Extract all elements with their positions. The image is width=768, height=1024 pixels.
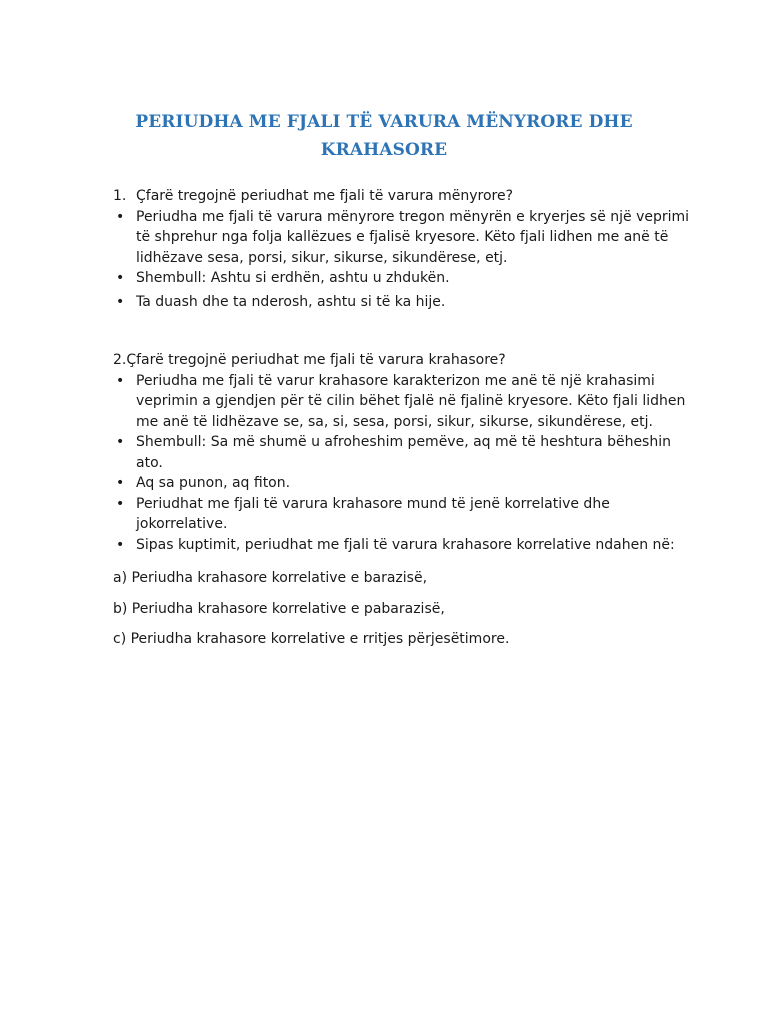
section1-question	[113, 186, 693, 207]
section1-question-text: Çfarë tregojnë periudhat me fjali të varura mënyrore?	[136, 188, 513, 204]
section2-bullet-list	[113, 371, 693, 556]
document-title	[60, 108, 708, 164]
title-line-1: PERIUDHA ME FJALI TË VARURA MËNYRORE DHE	[135, 112, 633, 132]
title-line-2: KRAHASORE	[320, 140, 448, 160]
list-item: • Periudha me fjali të varur krahasore karakterizon me anë të një krahasimi veprimin a gjendjen për të cilin bëhet fjalë në fjalinë kryesore. Këto fjali lidhen me anë të lidhëzave se, sa, si, sesa, porsi, sikur, sikurse, sikundërese, etj.	[113, 371, 693, 433]
section2-question: 2.Çfarë tregojnë periudhat me fjali të varura krahasore?	[113, 352, 506, 368]
list-item: • Periudha me fjali të varura mënyrore tregon mënyrën e kryerjes së një veprimi të shprehur nga folja kallëzues e fjalisë kryesore. Këto fjali lidhen me anë të lidhëzave sesa, porsi, sikur, sikurse, sikundërese, etj.	[113, 207, 693, 269]
subitem-b: b) Periudha krahasore korrelative e pabarazisë,	[113, 600, 445, 617]
list-item: • Ta duash dhe ta nderosh, ashtu si të ka hije.	[113, 292, 693, 313]
list-item: • Shembull: Sa më shumë u afroheshim pemëve, aq më të heshtura bëheshin ato.	[113, 432, 693, 473]
list-item: • Shembull: Ashtu si erdhën, ashtu u zhdukën.	[113, 268, 693, 289]
section1-bullet-list	[113, 207, 693, 313]
subitem-c: c) Periudha krahasore korrelative e rritjes përjesëtimore.	[113, 631, 510, 647]
document-body	[113, 186, 693, 650]
list-item: • Sipas kuptimit, periudhat me fjali të varura krahasore korrelative ndahen në:	[113, 535, 693, 556]
list-item: • Aq sa punon, aq fiton.	[113, 473, 693, 494]
section1-number: 1.	[113, 188, 127, 204]
subitem-a: a) Periudha krahasore korrelative e barazisë,	[113, 570, 428, 586]
list-item: • Periudhat me fjali të varura krahasore mund të jenë korrelative dhe jokorrelative.	[113, 494, 693, 535]
